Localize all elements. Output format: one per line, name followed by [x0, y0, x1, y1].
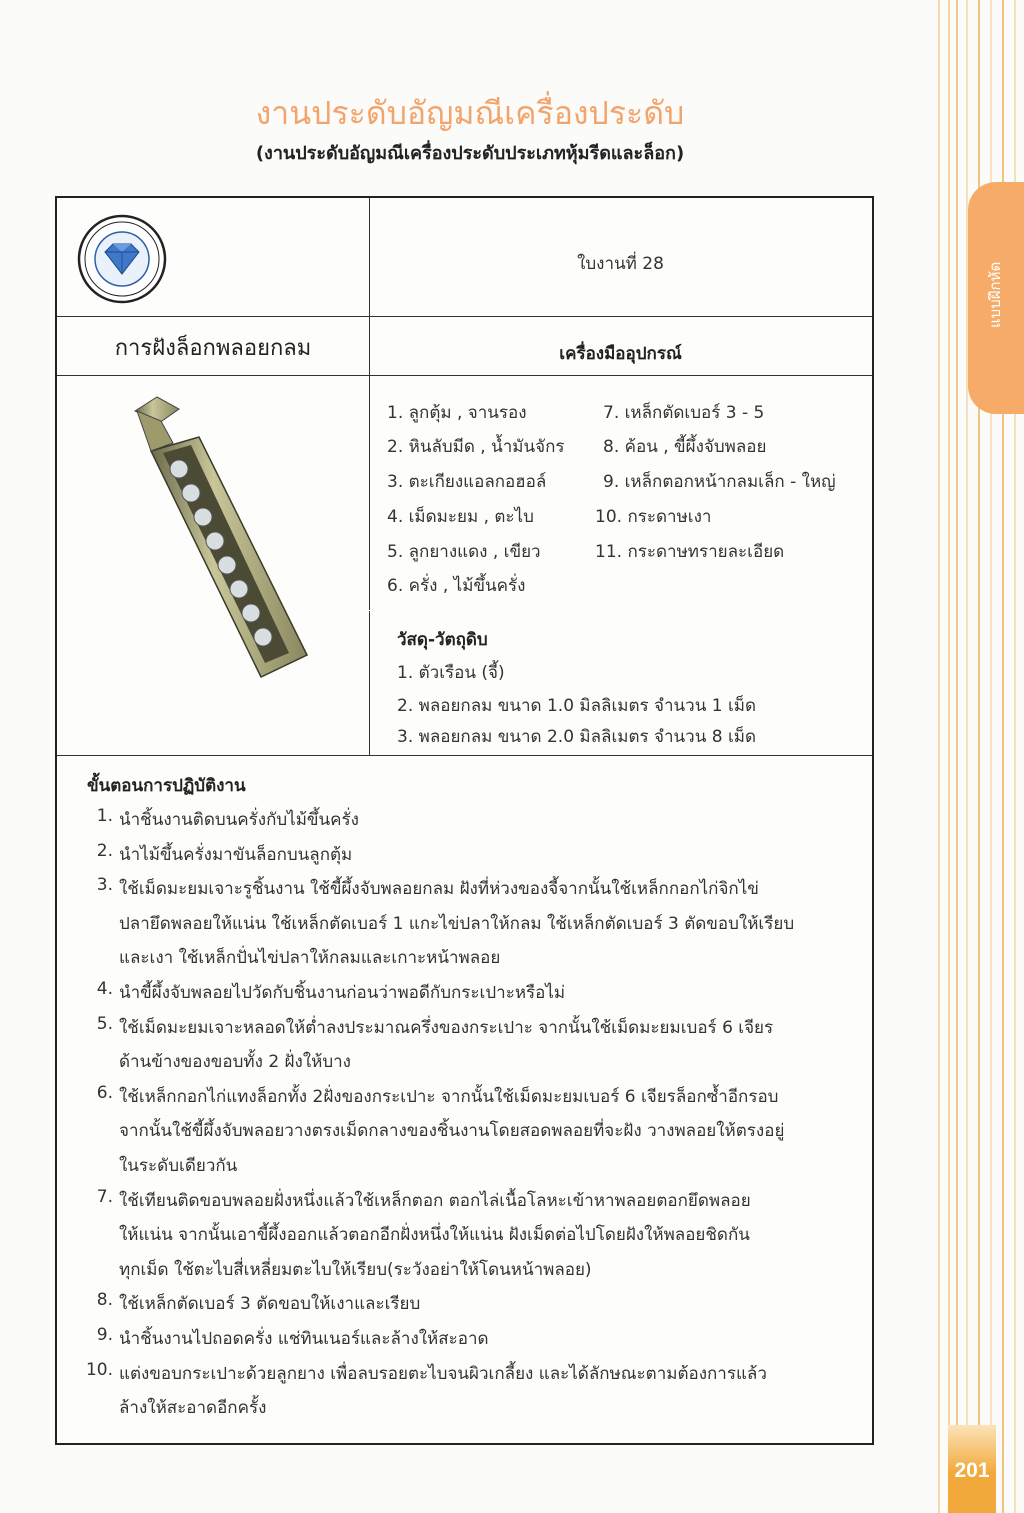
tool-item: 7. เหล็กตัดเบอร์ 3 - 5 [603, 403, 765, 423]
step-text: นำไม้ขึ้นครั่งมาขันล็อกบนลูกตุ้ม [119, 844, 353, 865]
tool-item: 11. กระดาษทรายละเอียด [595, 542, 785, 562]
material-item: 3. พลอยกลม ขนาด 2.0 มิลลิเมตร จำนวน 8 เม็ด [397, 727, 757, 747]
material-item: 1. ตัวเรือน (จี้) [397, 663, 505, 683]
step-text: จากนั้นใช้ขี้ผึ้งจับพลอยวางตรงเม็ดกลางของชิ้นงานโดยสอดพลอยที่จะฝัง วางพลอยให้ตรงอยู่ [119, 1121, 785, 1142]
job-title: การฝังล็อกพลอยกลม [114, 336, 312, 361]
steps-heading: ขั้นตอนการปฏิบัติงาน [87, 776, 246, 796]
step-text: ใช้เทียนติดขอบพลอยฝั่งหนึ่งแล้วใช้เหล็กตอก ตอกไล่เนื้อโลหะเข้าหาพลอยตอกยึดพลอย [119, 1190, 751, 1211]
step-text: นำขี้ผึ้งจับพลอยไปวัดกับชิ้นงานก่อนว่าพอดีกับกระเปาะหรือไม่ [119, 983, 566, 1003]
step-text: และเงา ใช้เหล็กปั่นไข่ปลาให้กลมและเกาะหน้าพลอย [119, 948, 501, 969]
tool-item: 6. ครั่ง , ไม้ขึ้นครั่ง [387, 576, 526, 596]
worksheet-number: ใบงานที่ 28 [577, 254, 664, 274]
tool-item: 9. เหล็กตอกหน้ากลมเล็ก - ใหญ่ [603, 472, 836, 492]
side-tab-label: แบบฝึกหัด [986, 261, 1004, 329]
step-number: 4. [96, 979, 113, 999]
step-number: 9. [96, 1325, 113, 1345]
step-text: ใช้เม็ดมะยมเจาะหลอดให้ต่ำลงประมาณครึ่งของกระเปาะ จากนั้นใช้เม็ดมะยมเบอร์ 6 เจียร [119, 1017, 774, 1038]
materials-gap [369, 610, 872, 611]
step-number: 8. [96, 1290, 113, 1311]
page-subtitle: (งานประดับอัญมณีเครื่องประดับประเภทหุ้มรีดและล็อก) [255, 143, 685, 164]
step-number: 5. [96, 1013, 113, 1034]
step-number: 3. [96, 875, 113, 896]
step-text: ใช้เหล็กกอกไก่แทงล็อกทั้ง 2ฝั่งของกระเปาะ จากนั้นใช้เม็ดมะยมเบอร์ 6 เจียรล็อกซ้ำอีกรอบ [119, 1086, 779, 1107]
step-text: นำชิ้นงานติดบนครั่งกับไม้ขึ้นครั่ง [119, 810, 359, 830]
tool-item: 4. เม็ดมะยม , ตะไบ [387, 507, 534, 527]
institute-logo [77, 214, 167, 304]
page-number: 201 [954, 1459, 990, 1482]
page-title: งานประดับอัญมณีเครื่องประดับ [255, 94, 685, 132]
step-text: ปลายึดพลอยให้แน่น ใช้เหล็กตัดเบอร์ 1 แกะไข่ปลาให้กลม ใช้เหล็กตัดเบอร์ 3 ตัดขอบให้เรียบ [119, 913, 795, 934]
step-number: 10. [85, 1359, 113, 1380]
step-number: 2. [96, 840, 113, 861]
step-number: 6. [96, 1082, 113, 1103]
row-divider [57, 375, 872, 376]
materials-heading: วัสดุ-วัตถุดิบ [397, 630, 488, 650]
step-text: แต่งขอบกระเปาะด้วยลูกยาง เพื่อลบรอยตะไบจนผิวเกลี้ยง และได้ลักษณะตามต้องการแล้ว [119, 1363, 767, 1384]
step-text: ทุกเม็ด ใช้ตะไบสี่เหลี่ยมตะไบให้เรียบ(ระวังอย่าให้โดนหน้าพลอย) [119, 1259, 592, 1280]
tool-item: 3. ตะเกียงแอลกอฮอล์ [387, 472, 547, 492]
tool-item: 8. ค้อน , ขี้ผึ้งจับพลอย [603, 437, 767, 457]
step-text: ด้านข้างของขอบทั้ง 2 ฝั่งให้บาง [119, 1052, 351, 1073]
tool-item: 10. กระดาษเงา [595, 507, 712, 527]
step-text: ใช้เม็ดมะยมเจาะรูชิ้นงาน ใช้ขี้ผึ้งจับพลอยกลม ฝังที่ห่วงของจี้จากนั้นใช้เหล็กกอกไก่จิกไข่ [119, 879, 759, 900]
step-number: 1. [96, 806, 113, 826]
tools-heading: เครื่องมืออุปกรณ์ [559, 344, 682, 364]
row-divider [57, 316, 872, 317]
step-text: ในระดับเดียวกัน [119, 1156, 238, 1176]
tool-item: 5. ลูกยางแดง , เขียว [387, 542, 541, 562]
tool-item: 2. หินลับมีด , น้ำมันจักร [387, 437, 565, 457]
worksheet [55, 196, 874, 1445]
step-text: ใช้เหล็กตัดเบอร์ 3 ตัดขอบให้เงาและเรียบ [119, 1294, 421, 1315]
step-text: ให้แน่น จากนั้นเอาขี้ผึ้งออกแล้วตอกอีกฝั่งหนึ่งให้แน่น ฝังเม็ดต่อไปโดยฝังให้พลอยชิดกัน [119, 1225, 750, 1246]
material-item: 2. พลอยกลม ขนาด 1.0 มิลลิเมตร จำนวน 1 เม็ด [397, 696, 757, 716]
row-divider [57, 755, 872, 756]
step-number: 7. [96, 1186, 113, 1207]
step-text: ล้างให้สะอาดอีกครั้ง [119, 1398, 267, 1419]
column-divider [369, 198, 370, 755]
tool-item: 1. ลูกตุ้ม , จานรอง [387, 403, 527, 423]
pendant-image [117, 393, 317, 693]
step-text: นำชิ้นงานไปถอดครั่ง แช่ทินเนอร์และล้างให้สะอาด [119, 1329, 489, 1349]
